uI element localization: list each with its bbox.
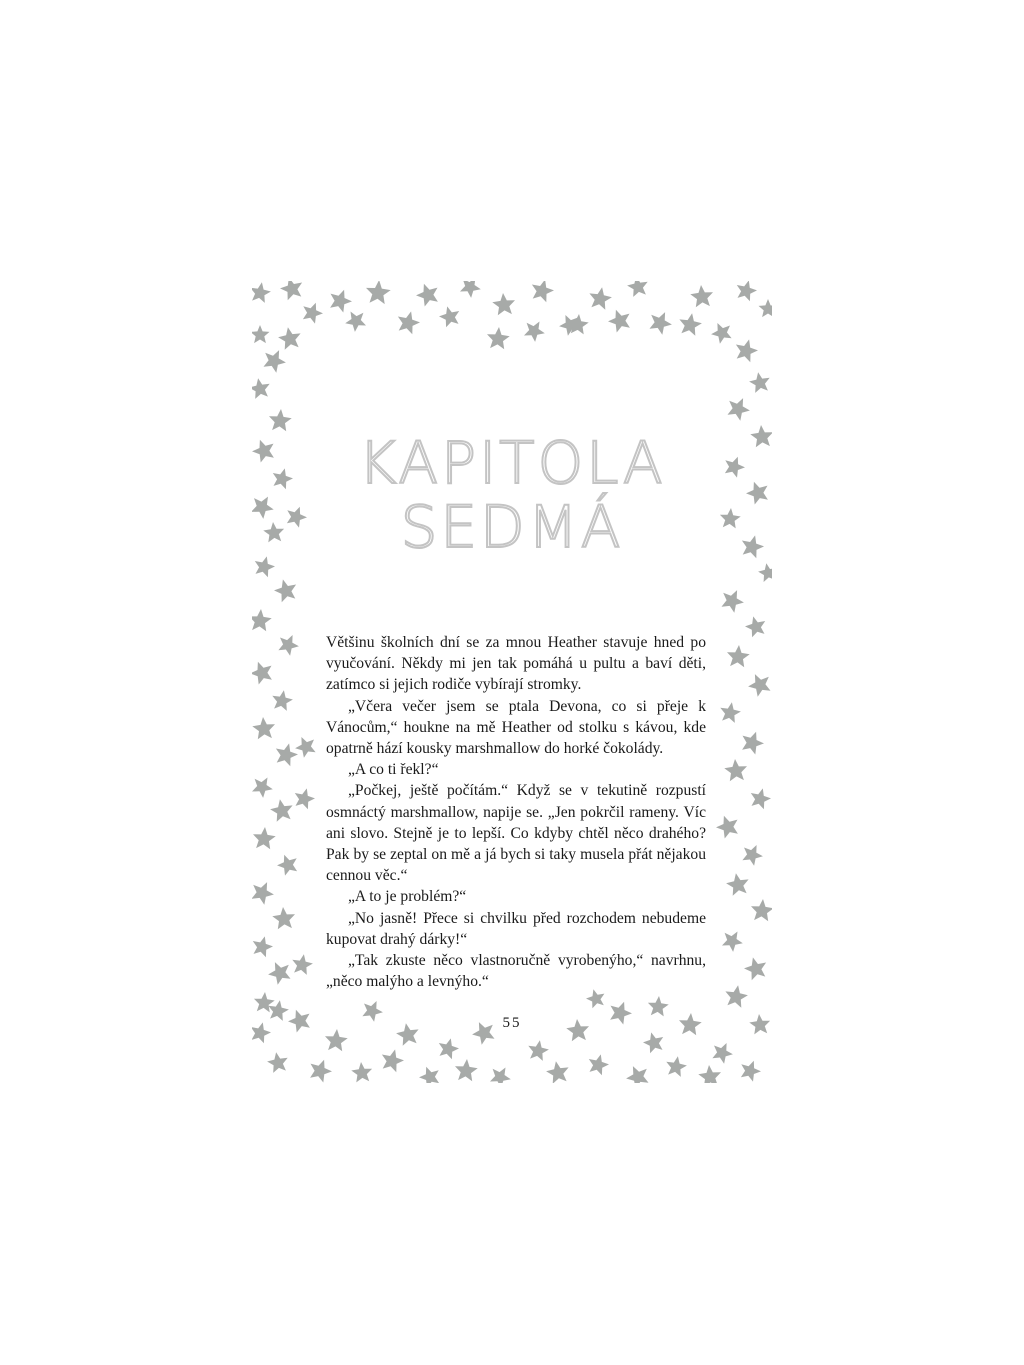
star-decoration [280, 281, 302, 300]
star-decoration [303, 303, 323, 324]
star-decoration [741, 1061, 761, 1082]
star-decoration [650, 312, 672, 335]
star-decoration [532, 281, 554, 302]
star-decoration [295, 737, 316, 758]
star-decoration [748, 674, 770, 697]
star-decoration [255, 556, 275, 577]
star-decoration [455, 1059, 478, 1081]
star-decoration [419, 1067, 439, 1083]
star-decoration [643, 1032, 663, 1053]
star-decoration [711, 323, 732, 344]
star-decoration [716, 816, 738, 839]
star-decoration [698, 1065, 721, 1083]
paragraph: „Včera večer jsem se ptala Devona, co si přeje k Vánocům,“ houkne na mě Heather od stolku s kávou, kde opatrně hází kousky marshmallow do horké čokolády. [326, 697, 706, 758]
paragraph: „A to je problém?“ [348, 888, 467, 906]
star-decoration [252, 717, 275, 739]
star-decoration [749, 372, 770, 393]
paragraph: Většinu školních dní se za mnou Heather stavuje hned po vyučování. Někdy mi jen tak pomáhá u pultu a baví děti, zatímco si jejich rodiče vybírají stromky. [326, 634, 706, 694]
star-decoration [270, 799, 293, 822]
star-decoration [742, 845, 763, 866]
star-decoration [745, 616, 765, 637]
paragraph: „No jasně! Přece si chvilku před rozchodem nebudeme kupovat drahý dárky!“ [326, 909, 706, 948]
star-decoration [272, 907, 295, 929]
star-decoration [278, 635, 299, 656]
body-text [326, 632, 706, 992]
star-decoration [398, 311, 420, 334]
star-decoration [278, 327, 301, 350]
star-decoration [720, 702, 741, 723]
star-decoration [272, 690, 293, 711]
star-decoration [758, 563, 772, 582]
star-decoration [589, 287, 612, 310]
star-decoration [267, 1052, 288, 1073]
chapter-title-line2: SEDMÁ [400, 493, 624, 561]
star-decoration [487, 327, 510, 349]
star-decoration [492, 293, 515, 315]
star-decoration [722, 932, 743, 952]
star-decoration [490, 1068, 511, 1084]
star-decoration [268, 962, 290, 985]
star-decoration [252, 882, 274, 905]
star-decoration [528, 1040, 549, 1061]
star-decoration [264, 350, 286, 373]
star-decoration [589, 1054, 609, 1075]
star-decoration [351, 1062, 372, 1082]
star-decoration [274, 579, 296, 602]
star-decoration [460, 281, 481, 298]
star-decoration [269, 409, 292, 431]
star-decoration [546, 1061, 569, 1083]
star-decoration [724, 759, 747, 781]
star-decoration [742, 732, 764, 755]
star-decoration [439, 1038, 459, 1059]
star-decoration [524, 322, 545, 342]
star-decoration [439, 306, 459, 327]
star-decoration [725, 985, 748, 1008]
star-decoration [759, 299, 773, 317]
star-decoration [252, 609, 272, 631]
star-decoration [253, 936, 273, 957]
star-decoration [648, 996, 669, 1016]
star-decoration [295, 788, 315, 809]
star-decoration [276, 743, 298, 766]
star-decoration [712, 1043, 733, 1064]
star-decoration [292, 954, 313, 975]
star-decoration [253, 827, 276, 849]
paragraph: „A co ti řekl?“ [348, 761, 439, 779]
chapter-title-line1: KAPITOLA [358, 429, 666, 497]
star-decoration [690, 285, 713, 307]
star-decoration [330, 290, 352, 313]
book-page [252, 281, 772, 1083]
star-decoration [744, 957, 766, 980]
star-decoration [751, 899, 772, 921]
star-decoration [751, 788, 771, 809]
star-decoration [252, 378, 270, 399]
star-decoration [366, 281, 391, 304]
star-decoration [252, 778, 273, 798]
star-decoration [416, 284, 438, 307]
star-decoration [382, 1049, 404, 1072]
page-number: 55 [502, 1015, 522, 1031]
star-decoration [727, 645, 750, 667]
star-decoration [666, 1056, 687, 1077]
star-decoration [252, 662, 272, 685]
star-decoration [277, 855, 297, 876]
chapter-title [252, 431, 772, 559]
star-decoration [737, 281, 757, 301]
star-decoration [726, 873, 749, 896]
star-decoration [736, 339, 758, 362]
star-decoration [345, 312, 366, 332]
star-decoration [728, 398, 750, 421]
star-decoration [627, 281, 648, 297]
star-decoration [252, 282, 271, 303]
star-decoration [626, 1066, 648, 1083]
paragraph: „Počkej, ještě počítám.“ Když se v tekutině rozpustí osmnáctý marshmallow, napije se. „Jen pokrčil rameny. Víc ani slovo. Stejně je to lepší. Co kdyby chtěl něco drahého? Pak by se zeptal on mě a já bych si taky musela přát nějakou cennou věc.“ [326, 782, 706, 885]
star-decoration [679, 313, 702, 336]
star-decoration [310, 1060, 332, 1083]
paragraph: „Tak zkuste něco vlastnoručně vyrobenýho,“ navrhnu, „něco malýho a levnýho.“ [326, 952, 706, 991]
star-decoration [325, 1029, 348, 1051]
star-decoration [608, 310, 630, 333]
star-decoration [722, 590, 744, 613]
star-decoration [252, 325, 270, 343]
